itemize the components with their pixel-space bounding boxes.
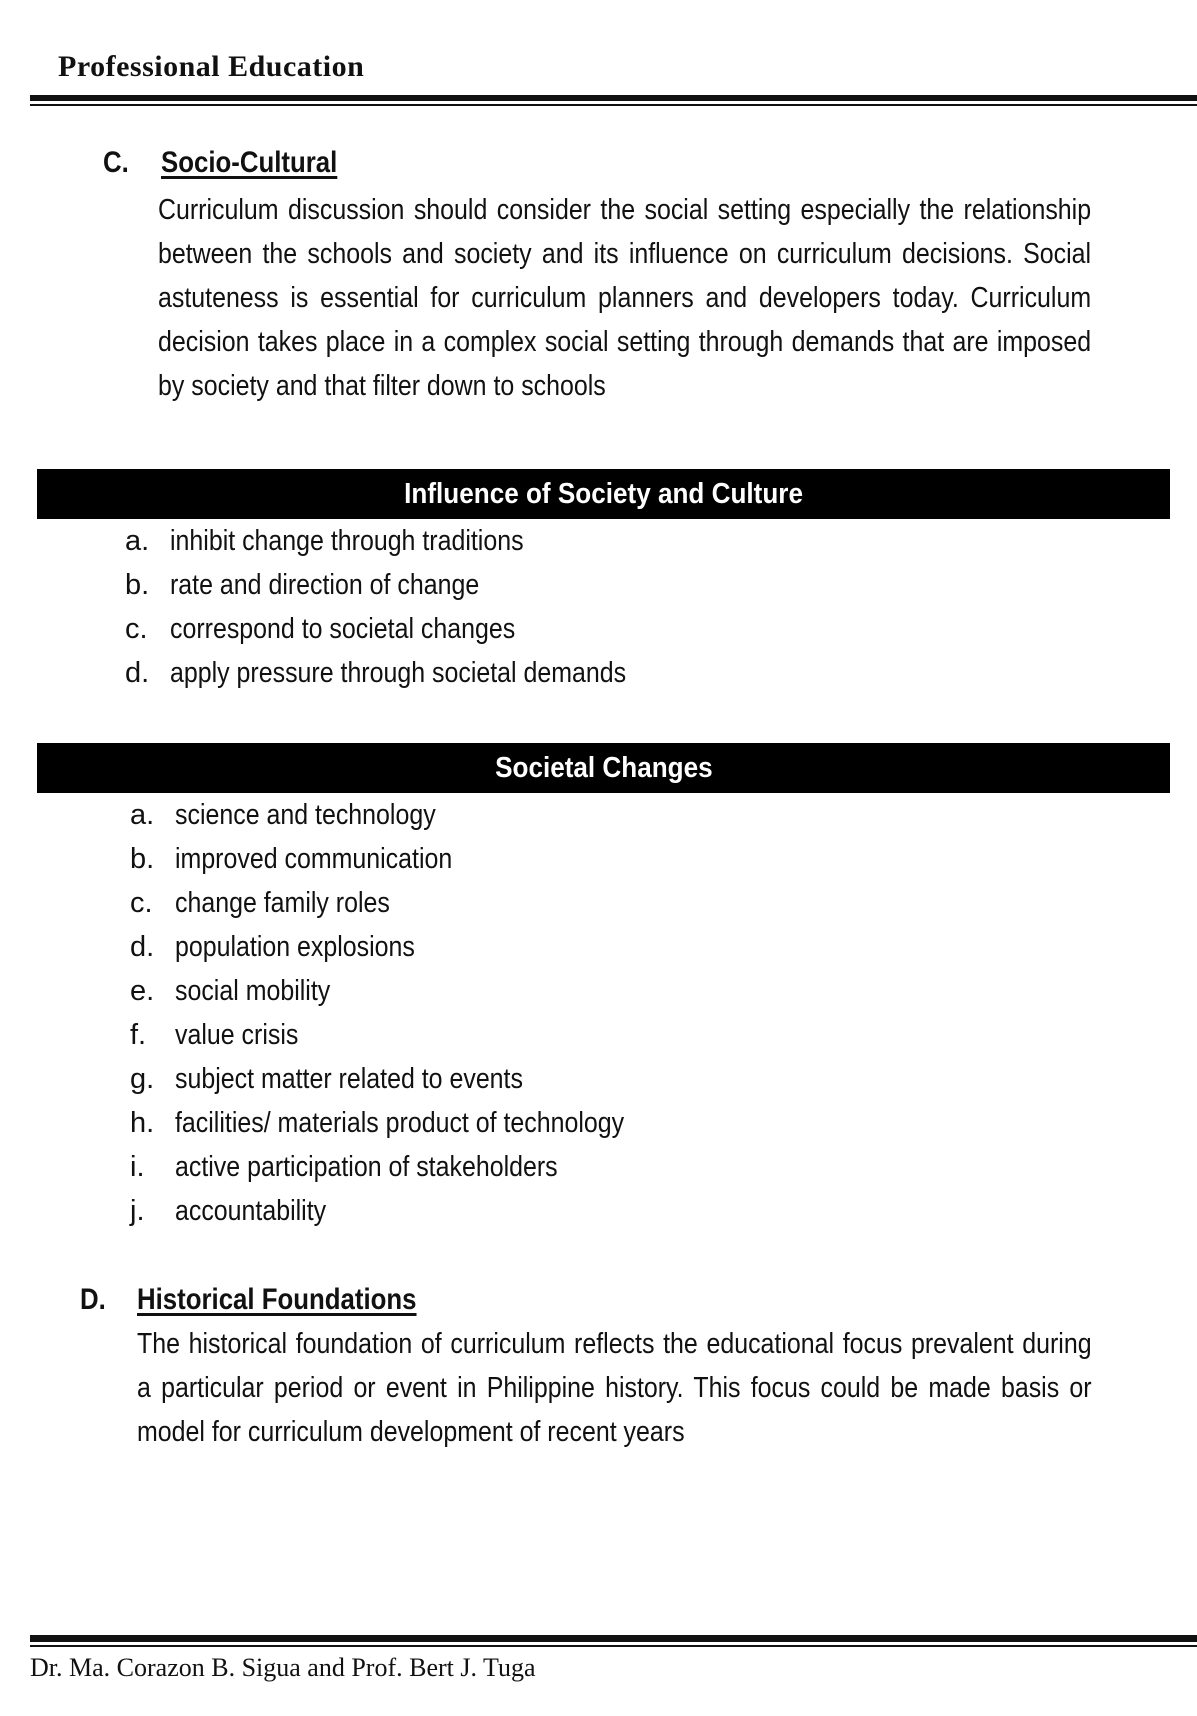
influence-banner-title: Influence of Society and Culture [404,477,803,510]
list-item-letter: a. [130,799,155,831]
list-item-text: subject matter related to events [175,1063,523,1095]
list-item-letter: b. [130,843,155,875]
list-item-text: facilities/ materials product of technology [175,1107,625,1139]
list-item-text: value crisis [175,1019,299,1051]
list-item-text: social mobility [175,975,331,1007]
header-rule-thin [30,104,1197,106]
societal-changes-banner-title: Societal Changes [494,751,713,784]
section-c-letter: C. [103,146,129,179]
list-item-letter: e. [130,975,155,1007]
header-rule [30,95,1197,101]
footer-rule-thin [30,1645,1197,1647]
list-item-text: change family roles [175,887,390,919]
influence-banner [37,469,1170,519]
list-item-text: inhibit change through traditions [170,525,524,557]
list-item-text: correspond to societal changes [170,613,516,645]
list-item-letter: c. [125,613,148,645]
list-item-letter: i. [130,1151,145,1183]
list-item-letter: a. [125,525,150,557]
list-item-text: improved communication [175,843,453,875]
list-item-letter: c. [130,887,153,919]
footer-authors: Dr. Ma. Corazon B. Sigua and Prof. Bert J. Tuga [30,1653,536,1682]
societal-changes-banner [37,743,1170,793]
list-item-letter: b. [125,569,150,601]
section-c-title: Socio-Cultural [161,146,338,179]
section-c-paragraph: Curriculum discussion should consider the social setting especially the relationship between the schools and society and its influence on curriculum decisions. Social astuteness is essential for curriculum planners and developers today. Curriculum decision takes place in a complex social setting through demands that are imposed by society and that filter down to schools [158,194,1092,402]
section-d-title: Historical Foundations [137,1283,417,1316]
list-item-text: apply pressure through societal demands [170,657,627,689]
list-item-text: active participation of stakeholders [175,1151,558,1183]
list-item-text: rate and direction of change [170,569,480,601]
list-item-text: accountability [175,1195,327,1227]
list-item-text: population explosions [175,931,415,963]
section-d-paragraph: The historical foundation of curriculum reflects the educational focus prevalent during a particular period or event in Philippine history. This focus could be made basis or model for curriculum development of recent years [137,1328,1092,1448]
footer-rule [30,1635,1197,1642]
section-d-letter: D. [80,1283,106,1316]
list-item-letter: h. [130,1107,155,1139]
list-item-letter: d. [125,657,150,689]
list-item-text: science and technology [175,799,436,831]
page-header-title: Professional Education [58,50,365,83]
list-item-letter: f. [130,1019,147,1051]
list-item-letter: g. [130,1063,155,1095]
list-item-letter: d. [130,931,155,963]
list-item-letter: j. [130,1195,145,1227]
